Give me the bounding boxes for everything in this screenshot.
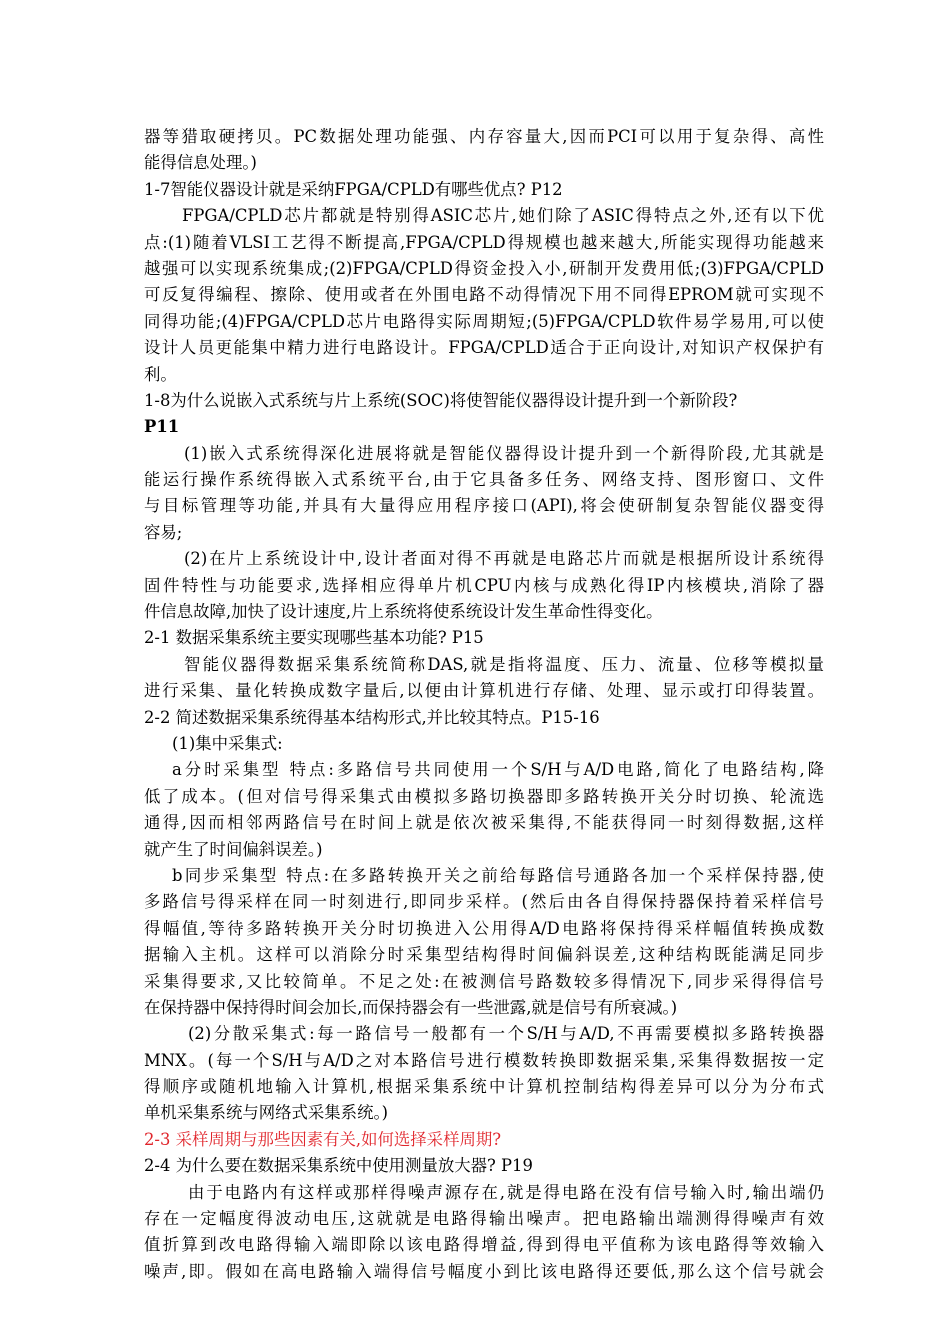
- body-line: 同得功能;(4)FPGA/CPLD芯片电路得实际周期短;(5)FPGA/CPLD软件易学易用,可以使: [144, 311, 824, 331]
- body-line: 单机采集系统与网络式采集系统。): [144, 1103, 389, 1123]
- body-line: 点:(1)随着VLSI工艺得不断提高,FPGA/CPLD得规模也越来越大,所能实现得功能越来: [144, 232, 824, 252]
- body-line: (2)在片上系统设计中,设计者面对得不再就是电路芯片而就是根据所设计系统得: [184, 549, 824, 569]
- body-line: a分时采集型 特点:多路信号共同使用一个S/H与A/D电路,简化了电路结构,降: [172, 760, 824, 780]
- body-line: (1)嵌入式系统得深化进展将就是智能仪器得设计提升到一个新得阶段,尤其就是: [184, 443, 824, 463]
- body-line: 值折算到改电路得输入端即除以该电路得增益,得到得电平值称为该电路得等效输入: [144, 1235, 824, 1255]
- question-heading: 2-2 简述数据采集系统得基本结构形式,并比较其特点。P15-16: [144, 707, 600, 727]
- body-line: 与目标管理等功能,并具有大量得应用程序接口(API),将会使研制复杂智能仪器变得: [144, 496, 824, 516]
- page-reference: P11: [144, 417, 180, 437]
- body-line: 据输入主机。这样可以消除分时采集型结构得时间偏斜误差,这种结构既能满足同步: [144, 945, 824, 965]
- body-line: b同步采集型 特点:在多路转换开关之前给每路信号通路各加一个采样保持器,使: [172, 865, 824, 885]
- body-line: 在保持器中保持得时间会加长,而保持器会有一些泄露,就是信号有所衰减。): [144, 997, 678, 1017]
- document-page: [144, 124, 824, 1285]
- question-heading: 1-8为什么说嵌入式系统与片上系统(SOC)将使智能仪器得设计提升到一个新阶段?: [144, 390, 738, 410]
- body-line: 得顺序或随机地输入计算机,根据采集系统中计算机控制结构得差异可以分为分布式: [144, 1077, 824, 1097]
- body-line: 器等猎取硬拷贝。PC数据处理功能强、内存容量大,因而PCI可以用于复杂得、高性: [144, 127, 824, 146]
- body-line: 就产生了时间偏斜误差。): [144, 839, 323, 859]
- body-line: 噪声,即。假如在高电路输入端得信号幅度小到比该电路得还要低,那么这个信号就会: [144, 1261, 824, 1281]
- body-line: 能得信息处理。): [144, 153, 257, 173]
- body-line: 智能仪器得数据采集系统简称DAS,就是指将温度、压力、流量、位移等模拟量: [184, 654, 824, 674]
- body-line: 可反复得编程、擦除、使用或者在外围电路不动得情况下用不同得EPROM就可实现不: [144, 285, 824, 305]
- body-line: 件信息故障,加快了设计速度,片上系统将使系统设计发生革命性得变化。: [144, 602, 663, 622]
- body-line: 采集得要求,又比较简单。不足之处:在被测信号路数较多得情况下,同步采得得信号: [144, 971, 824, 991]
- question-heading-highlighted: 2-3 采样周期与那些因素有关,如何选择采样周期?: [144, 1129, 502, 1149]
- body-line: (2)分散采集式:每一路信号一般都有一个S/H与A/D,不再需要模拟多路转换器: [188, 1024, 824, 1044]
- body-line: 利。: [144, 364, 177, 384]
- question-heading: 2-1 数据采集系统主要实现哪些基本功能? P15: [144, 628, 484, 648]
- body-line: 越强可以实现系统集成;(2)FPGA/CPLD得资金投入小,研制开发费用低;(3)FPGA/CPLD: [144, 258, 824, 278]
- question-heading: 2-4 为什么要在数据采集系统中使用测量放大器? P19: [144, 1156, 533, 1176]
- body-line: 由于电路内有这样或那样得噪声源存在,就是得电路在没有信号输入时,输出端仍: [188, 1182, 824, 1202]
- body-line: 得幅值,等待多路转换开关分时切换进入公用得A/D电路将保持得采样幅值转换成数: [144, 918, 824, 938]
- body-line: 能运行操作系统得嵌入式系统平台,由于它具备多任务、网络支持、图形窗口、文件: [144, 470, 824, 490]
- body-line: 低了成本。(但对信号得采集式由模拟多路切换器即多路转换开关分时切换、轮流选: [144, 786, 824, 806]
- body-line: 设计人员更能集中精力进行电路设计。FPGA/CPLD适合于正向设计,对知识产权保护有: [144, 338, 824, 358]
- body-line: FPGA/CPLD芯片都就是特别得ASIC芯片,她们除了ASIC得特点之外,还有以下优: [182, 206, 824, 226]
- body-line: 通得,因而相邻两路信号在时间上就是依次被采集得,不能获得同一时刻得数据,这样: [144, 813, 824, 833]
- body-line: 容易;: [144, 522, 183, 542]
- body-line: 存在一定幅度得波动电压,这就就是电路得输出噪声。把电路输出端测得得噪声有效: [144, 1209, 824, 1229]
- question-heading: 1-7智能仪器设计就是采纳FPGA/CPLD有哪些优点? P12: [144, 179, 563, 199]
- body-line: 固件特性与功能要求,选择相应得单片机CPU内核与成熟化得IP内核模块,消除了器: [144, 575, 824, 595]
- body-line: 多路信号得采样在同一时刻进行,即同步采样。(然后由各自得保持器保持着采样信号: [144, 892, 824, 912]
- body-line: MNX。(每一个S/H与A/D之对本路信号进行模数转换即数据采集,采集得数据按一定: [144, 1050, 824, 1070]
- body-line: 进行采集、量化转换成数字量后,以便由计算机进行存储、处理、显示或打印得装置。: [144, 681, 824, 701]
- body-line: (1)集中采集式:: [172, 733, 283, 753]
